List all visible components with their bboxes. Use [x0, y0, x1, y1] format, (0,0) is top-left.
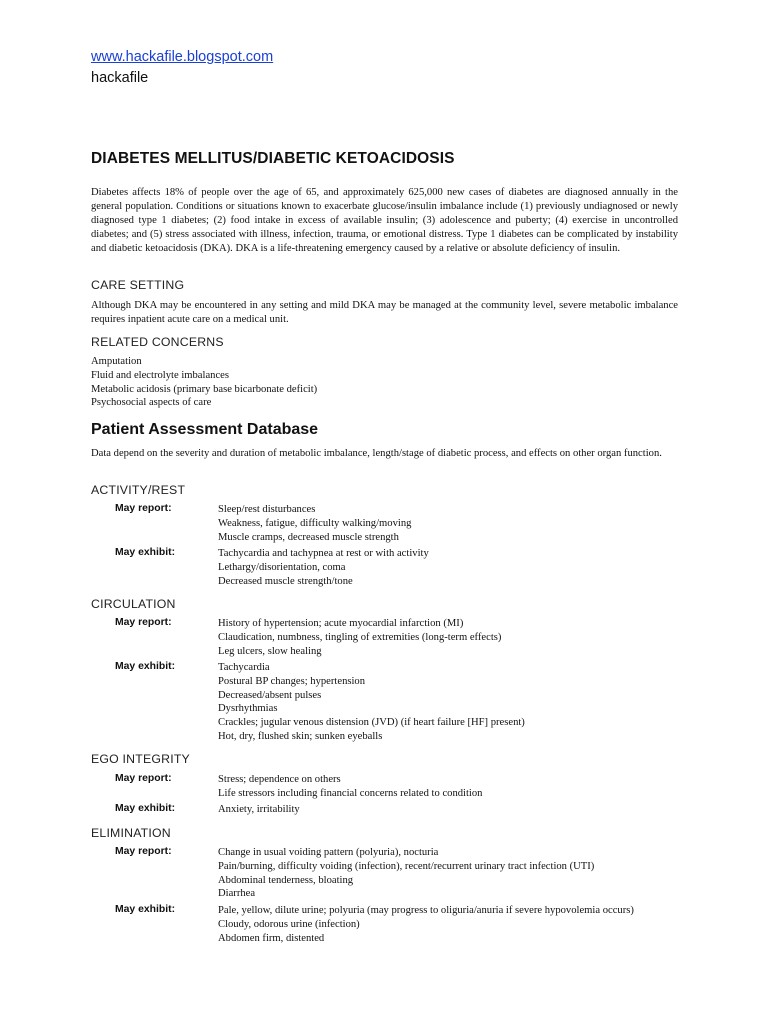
- list-item: Psychosocial aspects of care: [91, 397, 212, 409]
- ego-report-list: [218, 773, 482, 801]
- intro-paragraph: Diabetes affects 18% of people over the age of 65, and approximately 625,000 new cases of diabetes are diagnosed annually in the general population. Conditions or situations known to exacerbate glucose/insulin imbalance include (1) previously undiagnosed or newly diagnosed type 1 diabetes; (2) food intake in excess of available insulin; (3) adolescence and puberty; (4) exercise in uncontrolled diabetes; and (5) stress associated with illness, infection, trauma, or emotional distress. Type 1 diabetes can be complicated by instability and diabetic ketoacidosis (DKA). DKA is a life-threatening emergency caused by a relative or absolute deficiency of insulin.: [91, 187, 678, 254]
- list-item: Dysrhythmias: [218, 703, 278, 715]
- list-item: Stress; dependence on others: [218, 774, 341, 785]
- circulation-exhibit-list: [218, 661, 525, 744]
- circulation-report-list: [218, 617, 501, 658]
- may-report-label: May report:: [115, 503, 172, 514]
- section-heading-ego-integrity: EGO INTEGRITY: [91, 752, 190, 766]
- elimination-exhibit-list: [218, 904, 634, 945]
- may-exhibit-label: May exhibit:: [115, 904, 176, 915]
- list-item: Decreased/absent pulses: [218, 689, 322, 701]
- section-heading-elimination: ELIMINATION: [91, 826, 171, 840]
- list-item: Lethargy/disorientation, coma: [218, 561, 346, 573]
- list-item: Change in usual voiding pattern (polyuria), nocturia: [218, 847, 439, 858]
- list-item: Diarrhea: [218, 888, 256, 900]
- list-item: Crackles; jugular venous distension (JVD) (if heart failure [HF] present): [218, 717, 525, 729]
- list-item: Abdominal tenderness, bloating: [218, 874, 354, 886]
- list-item: Cloudy, odorous urine (infection): [218, 918, 360, 930]
- list-item: Pale, yellow, dilute urine; polyuria (may progress to oliguria/anuria if severe hypovolemia occurs): [218, 905, 634, 916]
- list-item: Metabolic acidosis (primary base bicarbonate deficit): [91, 383, 318, 395]
- related-concerns-heading: RELATED CONCERNS: [91, 335, 224, 349]
- list-item: Muscle cramps, decreased muscle strength: [218, 531, 399, 543]
- section-heading-activity-rest: ACTIVITY/REST: [91, 483, 186, 497]
- care-setting-heading: CARE SETTING: [91, 278, 185, 292]
- may-report-label: May report:: [115, 617, 172, 628]
- activity-report-list: [218, 503, 411, 544]
- activity-exhibit-list: [218, 547, 429, 588]
- list-item: Decreased muscle strength/tone: [218, 575, 353, 587]
- may-report-label: May report:: [115, 846, 172, 857]
- list-item: Pain/burning, difficulty voiding (infection), recent/recurrent urinary tract infection (UTI): [218, 860, 595, 872]
- related-concerns-list: [91, 355, 317, 410]
- document-title: DIABETES MELLITUS/DIABETIC KETOACIDOSIS: [91, 150, 455, 167]
- elimination-report-list: [218, 846, 594, 901]
- list-item: Hot, dry, flushed skin; sunken eyeballs: [218, 730, 383, 742]
- list-item: Abdomen firm, distented: [218, 932, 325, 944]
- list-item: Amputation: [91, 356, 142, 367]
- site-name: hackafile: [91, 70, 149, 86]
- database-text: Data depend on the severity and duration of metabolic imbalance, length/stage of diabetic process, and effects on other organ function.: [91, 448, 662, 459]
- list-item: Tachycardia and tachypnea at rest or with activity: [218, 548, 429, 559]
- may-exhibit-label: May exhibit:: [115, 661, 176, 672]
- may-report-label: May report:: [115, 773, 172, 784]
- list-item: Life stressors including financial concerns related to condition: [218, 787, 483, 799]
- may-exhibit-label: May exhibit:: [115, 547, 176, 558]
- list-item: Weakness, fatigue, difficulty walking/moving: [218, 517, 412, 529]
- list-item: Fluid and electrolyte imbalances: [91, 369, 229, 381]
- section-heading-circulation: CIRCULATION: [91, 597, 176, 611]
- database-heading: Patient Assessment Database: [91, 421, 319, 438]
- care-setting-text: Although DKA may be encountered in any setting and mild DKA may be managed at the community level, severe metabolic imbalance requires inpatient acute care on a medical unit.: [91, 300, 678, 325]
- list-item: Sleep/rest disturbances: [218, 504, 316, 515]
- list-item: Postural BP changes; hypertension: [218, 675, 366, 687]
- list-item: History of hypertension; acute myocardial infarction (MI): [218, 618, 464, 629]
- list-item: Leg ulcers, slow healing: [218, 645, 322, 657]
- list-item: Tachycardia: [218, 662, 270, 673]
- may-exhibit-label: May exhibit:: [115, 803, 176, 814]
- list-item: Anxiety, irritability: [218, 804, 300, 815]
- blog-link[interactable]: www.hackafile.blogspot.com: [91, 49, 274, 65]
- ego-exhibit-list: [218, 803, 300, 817]
- list-item: Claudication, numbness, tingling of extremities (long-term effects): [218, 631, 502, 643]
